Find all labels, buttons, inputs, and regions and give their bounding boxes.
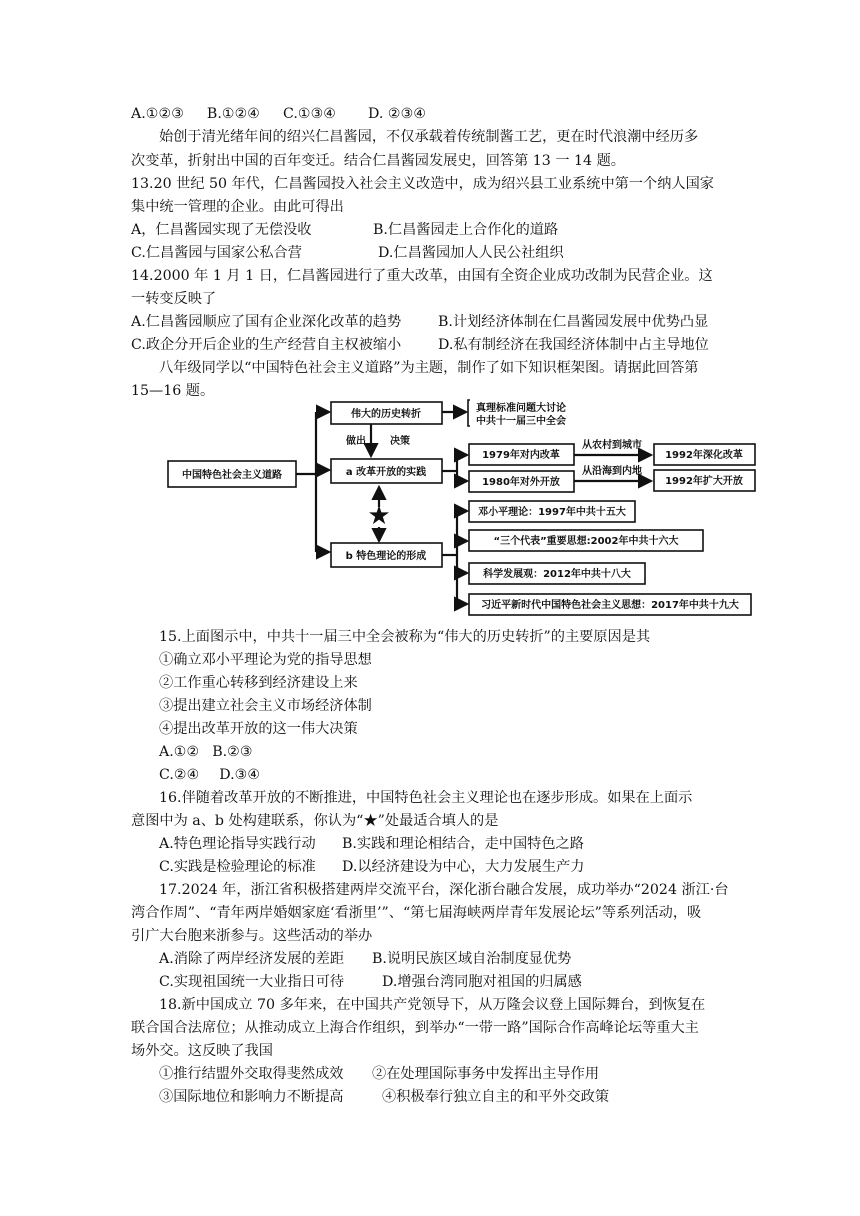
q17-option-c: C.实现祖国统一大业指日可待	[159, 974, 345, 990]
q15-options-row	[159, 765, 260, 785]
opening-1980-label: 1980年对外开放	[482, 477, 560, 488]
expand-opening-1992-label: 1992年扩大开放	[665, 476, 743, 487]
turn-item: 真理标准问题大讨论	[476, 403, 566, 414]
q18-item-3: ③国际地位和影响力不断提高	[159, 1089, 344, 1105]
question-17-stem: 湾合作周”、“青年两岸婚姻家庭‘看浙里’”、“第七届海峡两岸青年发展论坛”等系列活动，吸	[131, 905, 702, 921]
reform-1979-label: 1979年对内改革	[482, 450, 560, 461]
q17-option-d: D.增强台湾同胞对祖国的归属感	[382, 974, 582, 990]
question-18-stem: 联合国合法席位；从推动成立上海合作组织，到举办“一带一路”国际合作高峰论坛等重大主	[131, 1020, 699, 1036]
option-c: C.①③④	[283, 106, 337, 122]
q15-option-a: A.①②	[159, 744, 200, 760]
question-14-stem: 一转变反映了	[131, 291, 217, 307]
option-b: B.①②④	[206, 106, 261, 122]
question-16-stem: 意图中为 a、b 处构建联系，你认为“★”处最适合填人的是	[131, 813, 499, 829]
q16-option-b: B.实践和理论相结合，走中国特色之路	[342, 836, 584, 852]
q15-item: ③提出建立社会主义市场经济体制	[159, 698, 372, 714]
star-icon: ★	[367, 501, 391, 531]
question-13-stem: 集中统一管理的企业。由此可得出	[131, 199, 344, 215]
q13-option-d: D.仁昌酱园加人人民公社组织	[378, 245, 564, 261]
theory-xi-thought: 习近平新时代中国特色社会主义思想：2017年中共十九大	[481, 600, 739, 611]
theory-deng: 邓小平理论：1997年中共十五大	[478, 507, 626, 518]
historic-turn-label: 伟大的历史转折	[351, 409, 421, 420]
q14-option-b: B.计划经济体制在仁昌酱园发展中优势凸显	[438, 314, 709, 330]
root-node-label: 中国特色社会主义道路	[182, 470, 282, 481]
turn-item: 中共十一届三中全会	[476, 416, 566, 427]
q14-option-c: C.政企分开后企业的生产经营自主权被缩小	[131, 337, 402, 353]
question-17-stem: 17.2024 年，浙江省积极搭建两岸交流平台，深化浙台融合发展，成功举办“2024 浙江·台	[159, 882, 729, 898]
q14-option-a: A.仁昌酱园顺应了国有企业深化改革的趋势	[131, 314, 402, 330]
intro-paragraph-line: 15—16 题。	[131, 383, 215, 399]
a-node-label: a 改革开放的实践	[345, 467, 427, 478]
coast-to-inland-label: 从沿海到内地	[582, 466, 642, 477]
question-15-stem: 15.上面图示中，中共十一届三中全会被称为“伟大的历史转折”的主要原因是其	[159, 629, 651, 645]
question-18-stem: 场外交。这反映了我国	[131, 1043, 273, 1059]
q15-item: ①确立邓小平理论为党的指导思想	[159, 652, 372, 668]
question-16-stem: 16.伴随着改革开放的不断推进，中国特色社会主义理论也在逐步形成。如果在上面示	[159, 790, 693, 806]
q15-item: ④提出改革开放的这一伟大决策	[159, 721, 358, 737]
option-a: A.①②③	[131, 106, 184, 122]
q13-option-b: B.仁昌酱园走上合作化的道路	[373, 222, 559, 238]
rural-to-city-label: 从农村到城市	[582, 440, 642, 451]
question-13-stem: 13.20 世纪 50 年代，仁昌酱园投入社会主义改造中，成为绍兴县工业系统中第一个纳人国家	[131, 176, 714, 192]
q14-option-d: D.私有制经济在我国经济体制中占主导地位	[438, 337, 709, 353]
q13-option-c: C.仁昌酱园与国家公私合营	[131, 245, 302, 261]
intro-paragraph-line: 始创于清光绪年间的绍兴仁昌酱园，不仅承载着传统制酱工艺，更在时代浪潮中经历多	[159, 129, 699, 145]
decision-label: 决策	[390, 436, 410, 447]
q13-option-a: A，仁昌酱园实现了无偿没收	[131, 222, 312, 238]
q16-option-d: D.以经济建设为中心，大力发展生产力	[342, 859, 585, 875]
question-18-stem: 18.新中国成立 70 多年来，在中国共产党领导下，从万隆会议登上国际舞台，到恢复在	[159, 997, 706, 1013]
theory-three-represents: “三个代表”重要思想:2002年中共十六大	[493, 536, 679, 547]
option-d: D. ②③④	[368, 106, 427, 122]
q18-item-1: ①推行结盟外交取得斐然成效	[159, 1066, 344, 1082]
q18-item-4: ④积极奉行独立自主的和平外交政策	[382, 1089, 610, 1105]
question-14-stem: 14.2000 年 1 月 1 日，仁昌酱园进行了重大改革，由国有全资企业成功改制为民营企业。这	[131, 268, 713, 284]
intro-paragraph-line: 次变革，折射出中国的百年变迁。结合仁昌酱园发展史，回答第 13 一 14 题。	[131, 153, 625, 169]
q17-option-a: A.消除了两岸经济发展的差距	[159, 951, 345, 967]
decision-label-made: 做出	[346, 436, 366, 447]
q15-item: ②工作重心转移到经济建设上来	[159, 675, 358, 691]
q15-options-row	[159, 742, 253, 762]
theory-scientific-development: 科学发展观：2012年中共十八大	[483, 569, 631, 580]
question-17-stem: 引广大台胞来浙参与。这些活动的举办	[131, 928, 373, 944]
q16-option-c: C.实践是检验理论的标准	[159, 859, 316, 875]
q15-option-b: B.②③	[212, 744, 253, 760]
deepen-reform-1992-label: 1992年深化改革	[665, 450, 743, 461]
bracket	[468, 400, 470, 426]
q18-item-2: ②在处理国际事务中发挥出主导作用	[372, 1066, 600, 1082]
q15-option-c: C.②④	[159, 767, 200, 783]
q17-option-b: B.说明民族区域自治制度显优势	[372, 951, 572, 967]
q15-option-d: D.③④	[219, 767, 261, 783]
q16-option-a: A.特色理论指导实践行动	[159, 836, 316, 852]
b-node-label: b 特色理论的形成	[345, 551, 427, 562]
intro-paragraph-line: 八年级同学以“中国特色社会主义道路”为主题，制作了如下知识框架图。请据此回答第	[159, 360, 699, 376]
